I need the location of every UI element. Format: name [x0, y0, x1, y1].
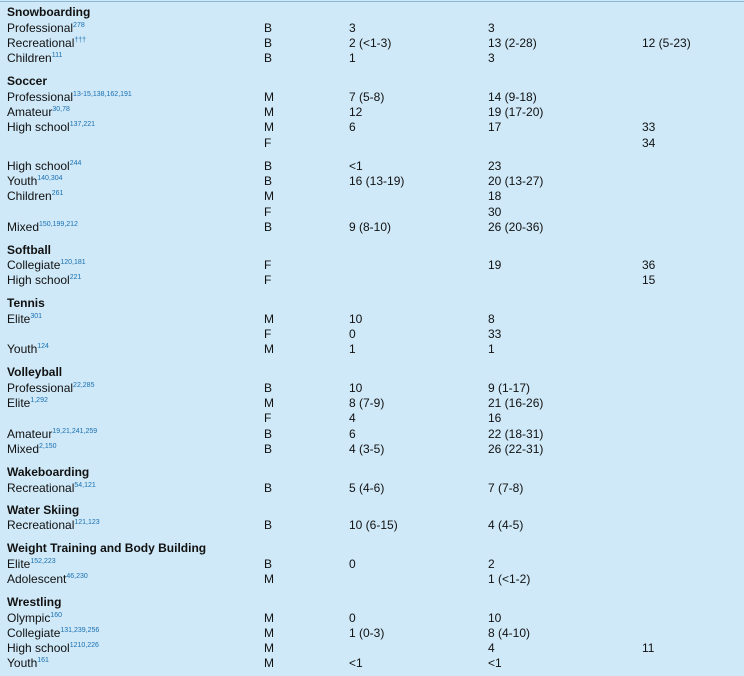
row-label-text: High school: [7, 159, 70, 173]
table-row: [0, 626, 744, 641]
row-label-text: Recreational: [7, 481, 75, 495]
reference-superscript: 137,221: [69, 121, 96, 128]
value-cell-2: 26 (22-31): [488, 442, 544, 456]
sex-cell: B: [264, 36, 273, 50]
table-row: [0, 396, 744, 411]
value-cell-1: 1: [349, 51, 356, 65]
section-heading-label: Tennis: [7, 296, 45, 310]
sex-cell: M: [264, 189, 274, 203]
row-label: [7, 273, 81, 288]
reference-superscript: 244: [69, 160, 82, 167]
reference-superscript: 22,285: [73, 382, 95, 389]
table-row: [0, 641, 744, 656]
section-heading: [0, 365, 744, 380]
row-label: [7, 427, 97, 442]
sex-cell: M: [264, 626, 274, 640]
table-row: [0, 136, 744, 151]
row-label-text: Recreational: [7, 36, 75, 50]
row-label: [7, 258, 86, 273]
value-cell-1: <1: [349, 159, 363, 173]
row-label-text: Youth: [7, 342, 38, 356]
reference-superscript: 120,181: [60, 259, 86, 266]
value-cell-2: 16: [488, 411, 502, 425]
table-row: [0, 342, 744, 357]
value-cell-1: 6: [349, 427, 356, 441]
row-label-text: High school: [7, 641, 70, 655]
value-cell-1: 0: [349, 611, 356, 625]
sex-cell: M: [264, 120, 274, 134]
section-heading: [0, 503, 744, 518]
row-label: [7, 36, 86, 51]
section-heading-label: Snowboarding: [7, 5, 91, 19]
reference-superscript: 111: [51, 52, 63, 59]
section-heading-label: Wakeboarding: [7, 465, 90, 479]
value-cell-1: 10: [349, 312, 363, 326]
sex-cell: B: [264, 518, 273, 532]
reference-superscript: 301: [30, 313, 43, 320]
value-cell-1: 0: [349, 327, 356, 341]
row-label: [7, 90, 132, 105]
value-cell-2: 21 (16-26): [488, 396, 544, 410]
value-cell-1: <1: [349, 656, 363, 670]
sex-cell: M: [264, 396, 274, 410]
value-cell-2: 4: [488, 641, 495, 655]
row-label-text: Youth: [7, 174, 38, 188]
section-heading: [0, 296, 744, 311]
table-row: [0, 205, 744, 220]
section-heading-label: Weight Training and Body Building: [7, 541, 207, 555]
value-cell-2: 30: [488, 205, 502, 219]
reference-superscript: 124: [37, 343, 49, 350]
value-cell-2: 19: [488, 258, 502, 272]
value-cell-2: 7 (7-8): [488, 481, 524, 495]
reference-superscript: 54,121: [74, 482, 96, 489]
row-label-text: Mixed: [7, 442, 40, 456]
value-cell-3: 15: [642, 273, 656, 287]
table-row: [0, 312, 744, 327]
sex-cell: F: [264, 273, 272, 287]
reference-superscript: 152,223: [30, 558, 56, 565]
section-heading-label: Wrestling: [7, 595, 62, 609]
row-label-text: Professional: [7, 21, 74, 35]
sex-cell: M: [264, 572, 274, 586]
value-cell-1: 9 (8-10): [349, 220, 392, 234]
value-cell-1: 0: [349, 557, 356, 571]
row-label-text: Olympic: [7, 611, 51, 625]
value-cell-2: 8: [488, 312, 495, 326]
value-cell-1: 7 (5-8): [349, 90, 385, 104]
section-heading-label: Soccer: [7, 74, 48, 88]
value-cell-2: 1 (<1-2): [488, 572, 531, 586]
row-label-text: Adolescent: [7, 572, 67, 586]
row-label: [7, 21, 85, 36]
value-cell-2: 9 (1-17): [488, 381, 531, 395]
value-cell-1: 10: [349, 381, 363, 395]
sex-cell: B: [264, 220, 273, 234]
reference-superscript: 1210,226: [69, 642, 99, 649]
table-row: [0, 174, 744, 189]
row-label: [7, 442, 57, 457]
value-cell-2: 2: [488, 557, 495, 571]
row-label: [7, 342, 49, 357]
value-cell-3: 33: [642, 120, 656, 134]
reference-superscript: 131,239,256: [60, 627, 100, 634]
value-cell-3: 36: [642, 258, 656, 272]
row-label-text: Youth: [7, 656, 38, 670]
reference-superscript: 150,199,212: [39, 221, 78, 228]
row-label-text: Recreational: [7, 518, 75, 532]
value-cell-1: 2 (<1-3): [349, 36, 392, 50]
value-cell-2: 3: [488, 51, 495, 65]
sex-cell: B: [264, 481, 273, 495]
sex-cell: F: [264, 258, 272, 272]
section-heading-label: Softball: [7, 243, 51, 257]
sex-cell: B: [264, 51, 273, 65]
value-cell-2: 10: [488, 611, 502, 625]
row-label-text: Elite: [7, 396, 31, 410]
value-cell-1: 3: [349, 21, 356, 35]
sex-cell: M: [264, 105, 274, 119]
value-cell-1: 12: [349, 105, 363, 119]
value-cell-1: 1: [349, 342, 356, 356]
row-label-text: Collegiate: [7, 626, 61, 640]
section-heading: [0, 5, 744, 20]
table-row: [0, 572, 744, 587]
section-heading-label: Volleyball: [7, 365, 63, 379]
reference-superscript: 2,150: [39, 443, 57, 450]
row-label: [7, 105, 70, 120]
reference-superscript: †††: [74, 37, 87, 44]
value-cell-2: <1: [488, 656, 502, 670]
table-row: [0, 51, 744, 66]
reference-superscript: 1,292: [30, 397, 48, 404]
sex-cell: B: [264, 381, 273, 395]
section-heading: [0, 541, 744, 556]
reference-superscript: 19,21,241,259: [52, 428, 98, 435]
reference-superscript: 221: [69, 274, 82, 281]
sex-cell: F: [264, 411, 272, 425]
top-rule: [0, 1, 744, 2]
reference-superscript: 140,304: [37, 175, 63, 182]
value-cell-1: 8 (7-9): [349, 396, 385, 410]
table-row: [0, 273, 744, 288]
section-heading-label: Water Skiing: [7, 503, 80, 517]
reference-superscript: 30,78: [52, 106, 70, 113]
value-cell-2: 1: [488, 342, 495, 356]
reference-superscript: 278: [73, 22, 85, 29]
value-cell-2: 4 (4-5): [488, 518, 524, 532]
table-row: [0, 557, 744, 572]
table-row: [0, 442, 744, 457]
section-heading: [0, 74, 744, 89]
value-cell-1: 4 (3-5): [349, 442, 385, 456]
row-label: [7, 312, 42, 327]
section-heading: [0, 465, 744, 480]
row-label: [7, 557, 56, 572]
row-label-text: Collegiate: [7, 258, 61, 272]
reference-superscript: 161: [37, 657, 49, 664]
sex-cell: B: [264, 159, 273, 173]
reference-superscript: 13-15,138,162,191: [73, 91, 132, 98]
row-label: [7, 159, 81, 174]
row-label: [7, 518, 100, 533]
row-label: [7, 626, 99, 641]
value-cell-2: 13 (2-28): [488, 36, 537, 50]
row-label-text: Professional: [7, 381, 74, 395]
sex-cell: M: [264, 611, 274, 625]
value-cell-2: 19 (17-20): [488, 105, 544, 119]
value-cell-2: 22 (18-31): [488, 427, 544, 441]
sex-cell: B: [264, 21, 273, 35]
table-row: [0, 36, 744, 51]
table-row: [0, 220, 744, 235]
table-row: [0, 518, 744, 533]
value-cell-2: 18: [488, 189, 502, 203]
value-cell-2: 14 (9-18): [488, 90, 537, 104]
row-label: [7, 572, 88, 587]
row-label-text: Mixed: [7, 220, 40, 234]
row-label-text: Elite: [7, 312, 31, 326]
value-cell-3: 12 (5-23): [642, 36, 691, 50]
table-row: [0, 105, 744, 120]
sex-cell: B: [264, 427, 273, 441]
table-row: [0, 327, 744, 342]
table-row: [0, 411, 744, 426]
sex-cell: M: [264, 312, 274, 326]
row-label-text: Professional: [7, 90, 74, 104]
reference-superscript: 160: [50, 612, 63, 619]
row-label-text: Children: [7, 189, 52, 203]
row-label-text: Children: [7, 51, 52, 65]
row-label: [7, 174, 63, 189]
row-label-text: High school: [7, 273, 70, 287]
value-cell-2: 20 (13-27): [488, 174, 544, 188]
value-cell-2: 17: [488, 120, 502, 134]
row-label-text: High school: [7, 120, 70, 134]
sex-cell: F: [264, 205, 272, 219]
reference-superscript: 46,230: [66, 573, 88, 580]
sex-cell: F: [264, 327, 272, 341]
value-cell-3: 34: [642, 136, 656, 150]
row-label: [7, 381, 94, 396]
row-label-text: Amateur: [7, 105, 53, 119]
value-cell-2: 3: [488, 21, 495, 35]
table-row: [0, 21, 744, 36]
table-row: [0, 159, 744, 174]
sex-cell: B: [264, 557, 273, 571]
table-row: [0, 427, 744, 442]
sex-cell: F: [264, 136, 272, 150]
row-label: [7, 481, 96, 496]
sex-cell: M: [264, 656, 274, 670]
row-label: [7, 220, 78, 235]
value-cell-1: 10 (6-15): [349, 518, 398, 532]
row-label: [7, 611, 62, 626]
value-cell-2: 8 (4-10): [488, 626, 531, 640]
reference-superscript: 121,123: [74, 519, 100, 526]
section-heading: [0, 243, 744, 258]
sex-cell: M: [264, 342, 274, 356]
value-cell-3: 11: [642, 641, 655, 655]
value-cell-1: 5 (4-6): [349, 481, 385, 495]
row-label: [7, 641, 99, 656]
row-label: [7, 120, 95, 135]
table-row: [0, 481, 744, 496]
value-cell-1: 16 (13-19): [349, 174, 405, 188]
table-row: [0, 258, 744, 273]
value-cell-1: 4: [349, 411, 356, 425]
table-row: [0, 611, 744, 626]
value-cell-2: 33: [488, 327, 502, 341]
value-cell-1: 6: [349, 120, 356, 134]
table-row: [0, 381, 744, 396]
row-label: [7, 396, 48, 411]
section-heading: [0, 595, 744, 610]
value-cell-2: 23: [488, 159, 502, 173]
row-label-text: Elite: [7, 557, 31, 571]
table-row: [0, 656, 744, 671]
row-label: [7, 189, 63, 204]
table-row: [0, 90, 744, 105]
sex-cell: B: [264, 174, 273, 188]
table-row: [0, 189, 744, 204]
value-cell-2: 26 (20-36): [488, 220, 544, 234]
row-label: [7, 51, 62, 66]
sex-cell: M: [264, 90, 274, 104]
value-cell-1: 1 (0-3): [349, 626, 385, 640]
row-label-text: Amateur: [7, 427, 53, 441]
table-row: [0, 120, 744, 135]
sex-cell: B: [264, 442, 273, 456]
reference-superscript: 261: [51, 190, 64, 197]
sex-cell: M: [264, 641, 274, 655]
row-label: [7, 656, 49, 671]
